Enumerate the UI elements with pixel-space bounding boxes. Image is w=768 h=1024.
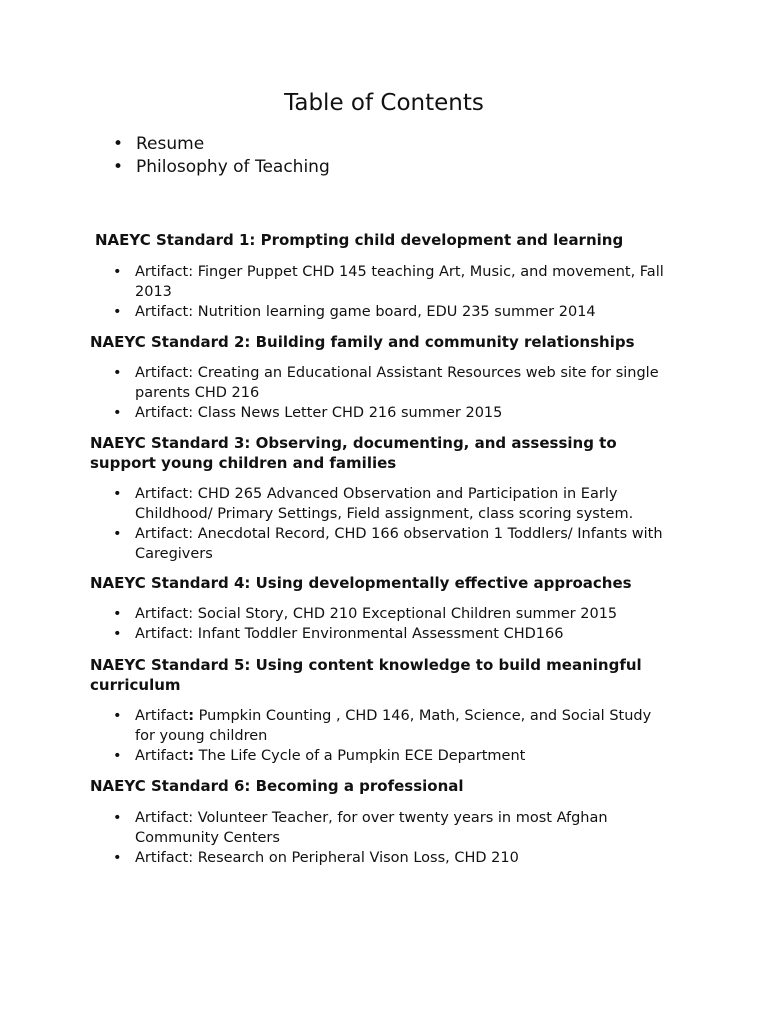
toc-item-philosophy: • Philosophy of Teaching — [110, 156, 330, 179]
standard-5-heading: NAEYC Standard 5: Using content knowledge to build meaningful curriculum — [90, 656, 642, 694]
list-item: • Artifact: Volunteer Teacher, for over twenty years in most Afghan Community Centers — [110, 808, 670, 848]
artifact-text: The Life Cycle of a Pumpkin ECE Department — [194, 748, 526, 764]
list-item: • Artifact: Social Story, CHD 210 Exceptional Children summer 2015 — [110, 604, 670, 624]
standard-4-heading: NAEYC Standard 4: Using developmentally effective approaches — [90, 574, 632, 592]
standard-3-artifacts — [110, 484, 670, 564]
standard-2-heading: NAEYC Standard 2: Building family and community relationships — [90, 333, 635, 351]
list-item: • Artifact: Research on Peripheral Vison Loss, CHD 210 — [110, 848, 670, 868]
list-item: • Artifact: Anecdotal Record, CHD 166 observation 1 Toddlers/ Infants with Caregivers — [110, 524, 670, 564]
list-item: • Artifact: CHD 265 Advanced Observation and Participation in Early Childhood/ Primary Settings, Field assignment, class scoring system. — [110, 484, 670, 524]
list-item: • Artifact: Infant Toddler Environmental Assessment CHD166 — [110, 624, 670, 644]
toc-list — [110, 133, 330, 179]
list-item — [110, 706, 670, 746]
artifact-label: Artifact — [135, 708, 189, 724]
standard-3-heading: NAEYC Standard 3: Observing, documenting, and assessing to support young children and families — [90, 434, 617, 472]
artifact-label: Artifact — [135, 748, 189, 764]
standard-1-heading: NAEYC Standard 1: Prompting child development and learning — [95, 231, 624, 249]
artifact-separator: : — [188, 748, 195, 764]
standard-5-artifacts — [110, 706, 670, 766]
standard-6-heading: NAEYC Standard 6: Becoming a professional — [90, 777, 464, 795]
standard-4-artifacts — [110, 604, 670, 644]
list-item: • Artifact: Creating an Educational Assistant Resources web site for single parents CHD 216 — [110, 363, 670, 403]
standard-1-artifacts — [110, 262, 670, 322]
artifact-separator: : — [188, 708, 195, 724]
standard-2-artifacts — [110, 363, 670, 423]
list-item — [110, 746, 670, 766]
standard-6-artifacts — [110, 808, 670, 868]
list-item: • Artifact: Class News Letter CHD 216 summer 2015 — [110, 403, 670, 423]
artifact-text: Pumpkin Counting , CHD 146, Math, Science, and Social Study for young children — [135, 708, 652, 744]
page-title: Table of Contents — [284, 90, 484, 116]
list-item: • Artifact: Finger Puppet CHD 145 teaching Art, Music, and movement, Fall 2013 — [110, 262, 670, 302]
list-item: • Artifact: Nutrition learning game board, EDU 235 summer 2014 — [110, 302, 670, 322]
toc-item-resume: • Resume — [110, 133, 330, 156]
